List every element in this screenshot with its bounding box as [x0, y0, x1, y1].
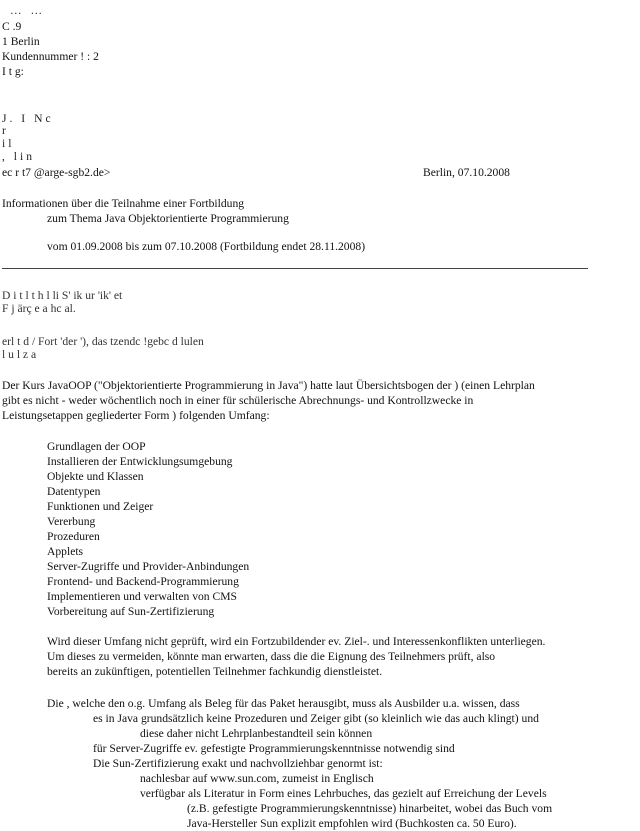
sender-line-5: I t g: — [2, 65, 24, 78]
paragraph-3-line-9: Java-Hersteller Sun explizit empfohlen wird (Buchkosten ca. 50 Euro). — [187, 817, 517, 830]
paragraph-1-line-1: Der Kurs JavaOOP ("Objektorientierte Programmierung in Java") hatte laut Übersichtsbogen der ) (einen Lehrplan — [2, 379, 535, 392]
list-item: Vererbung — [47, 515, 96, 528]
paragraph-3-line-5: Die Sun-Zertifizierung exakt und nachvollziehbar genormt ist: — [93, 757, 383, 770]
sender-line-2: C .9 — [2, 20, 22, 33]
paragraph-1-line-2: gibt es nicht - weder wöchentlich noch in einer für schülerische Abrechnungs- und Kontrollzwecke in — [2, 394, 474, 407]
recipient-line-4: , lin — [2, 150, 36, 163]
subject-topic: zum Thema Java Objektorientierte Programmierung — [47, 212, 289, 225]
list-item: Objekte und Klassen — [47, 470, 144, 483]
subject-line-1: Informationen über die Teilnahme einer Fortbildung — [2, 197, 245, 210]
list-item: Funktionen und Zeiger — [47, 500, 154, 513]
paragraph-3-line-6: nachlesbar auf www.sun.com, zumeist in Englisch — [140, 772, 374, 785]
list-item: Datentypen — [47, 485, 101, 498]
paragraph-1-line-3: Leistungsetappen gegliederter Form ) folgenden Umfang: — [2, 409, 270, 422]
list-item: Implementieren und verwalten von CMS — [47, 590, 237, 603]
customer-number: Kundennummer ! : 2 — [2, 50, 99, 63]
paragraph-2-line-3: bereits an zukünftigen, potentiellen Teilnehmer fachkundig dienstleistet. — [47, 665, 383, 678]
paragraph-3-line-7: verfügbar als Literatur in Form eines Lehrbuches, das gezielt auf Erreichung der Levels — [140, 787, 547, 800]
sender-line-1: … … — [10, 4, 46, 17]
list-item: Installieren der Entwicklungsumgebung — [47, 455, 233, 468]
faded-paragraph-2a: erl t d / Fort 'der '), das tzendc !gebc d lulen — [2, 335, 204, 348]
list-item: Server-Zugriffe und Provider-Anbindungen — [47, 560, 250, 573]
paragraph-3-line-4: für Server-Zugriffe ev. gefestigte Programmierungskenntnisse notwendig sind — [93, 742, 455, 755]
sender-city: 1 Berlin — [2, 35, 40, 48]
recipient-email: ec r t7 @arge-sgb2.de> — [2, 166, 111, 179]
list-item: Vorbereitung auf Sun-Zertifizierung — [47, 605, 215, 618]
horizontal-rule — [2, 268, 588, 269]
list-item: Frontend- und Backend-Programmierung — [47, 575, 239, 588]
paragraph-3-line-2: es in Java grundsätzlich keine Prozeduren und Zeiger gibt (so kleinlich wie das auch klingt) und — [93, 712, 539, 725]
paragraph-2-line-1: Wird dieser Umfang nicht geprüft, wird ein Fortzubildender ev. Ziel-. und Interessenkonflikten unterliegen. — [47, 635, 546, 648]
faded-paragraph-1b: F j ärç e a hc al. — [2, 302, 76, 315]
paragraph-3-line-1: Die , welche den o.g. Umfang als Beleg für das Paket herausgibt, muss als Ausbilder u.a. wissen, dass — [47, 697, 520, 710]
list-item: Grundlagen der OOP — [47, 440, 146, 453]
recipient-line-1: J. I Nc — [2, 112, 54, 125]
recipient-line-3: il — [2, 137, 15, 150]
recipient-line-2: r — [2, 124, 9, 137]
subject-dates: vom 01.09.2008 bis zum 07.10.2008 (Fortbildung endet 28.11.2008) — [47, 240, 366, 253]
paragraph-2-line-2: Um dieses zu vermeiden, könnte man erwarten, dass die die Eignung des Teilnehmers prüft, also — [47, 650, 496, 663]
place-date: Berlin, 07.10.2008 — [423, 166, 510, 179]
paragraph-3-line-3: diese daher nicht Lehrplanbestandteil sein können — [140, 727, 373, 740]
faded-paragraph-2b: l u l z a — [2, 348, 37, 361]
paragraph-3-line-8: (z.B. gefestigte Programmierungskenntnisse) hinarbeitet, wobei das Buch vom — [187, 802, 553, 815]
list-item: Applets — [47, 545, 84, 558]
faded-paragraph-1a: D i t l t h l li S' ik ur 'ik' et — [2, 289, 123, 302]
list-item: Prozeduren — [47, 530, 100, 543]
